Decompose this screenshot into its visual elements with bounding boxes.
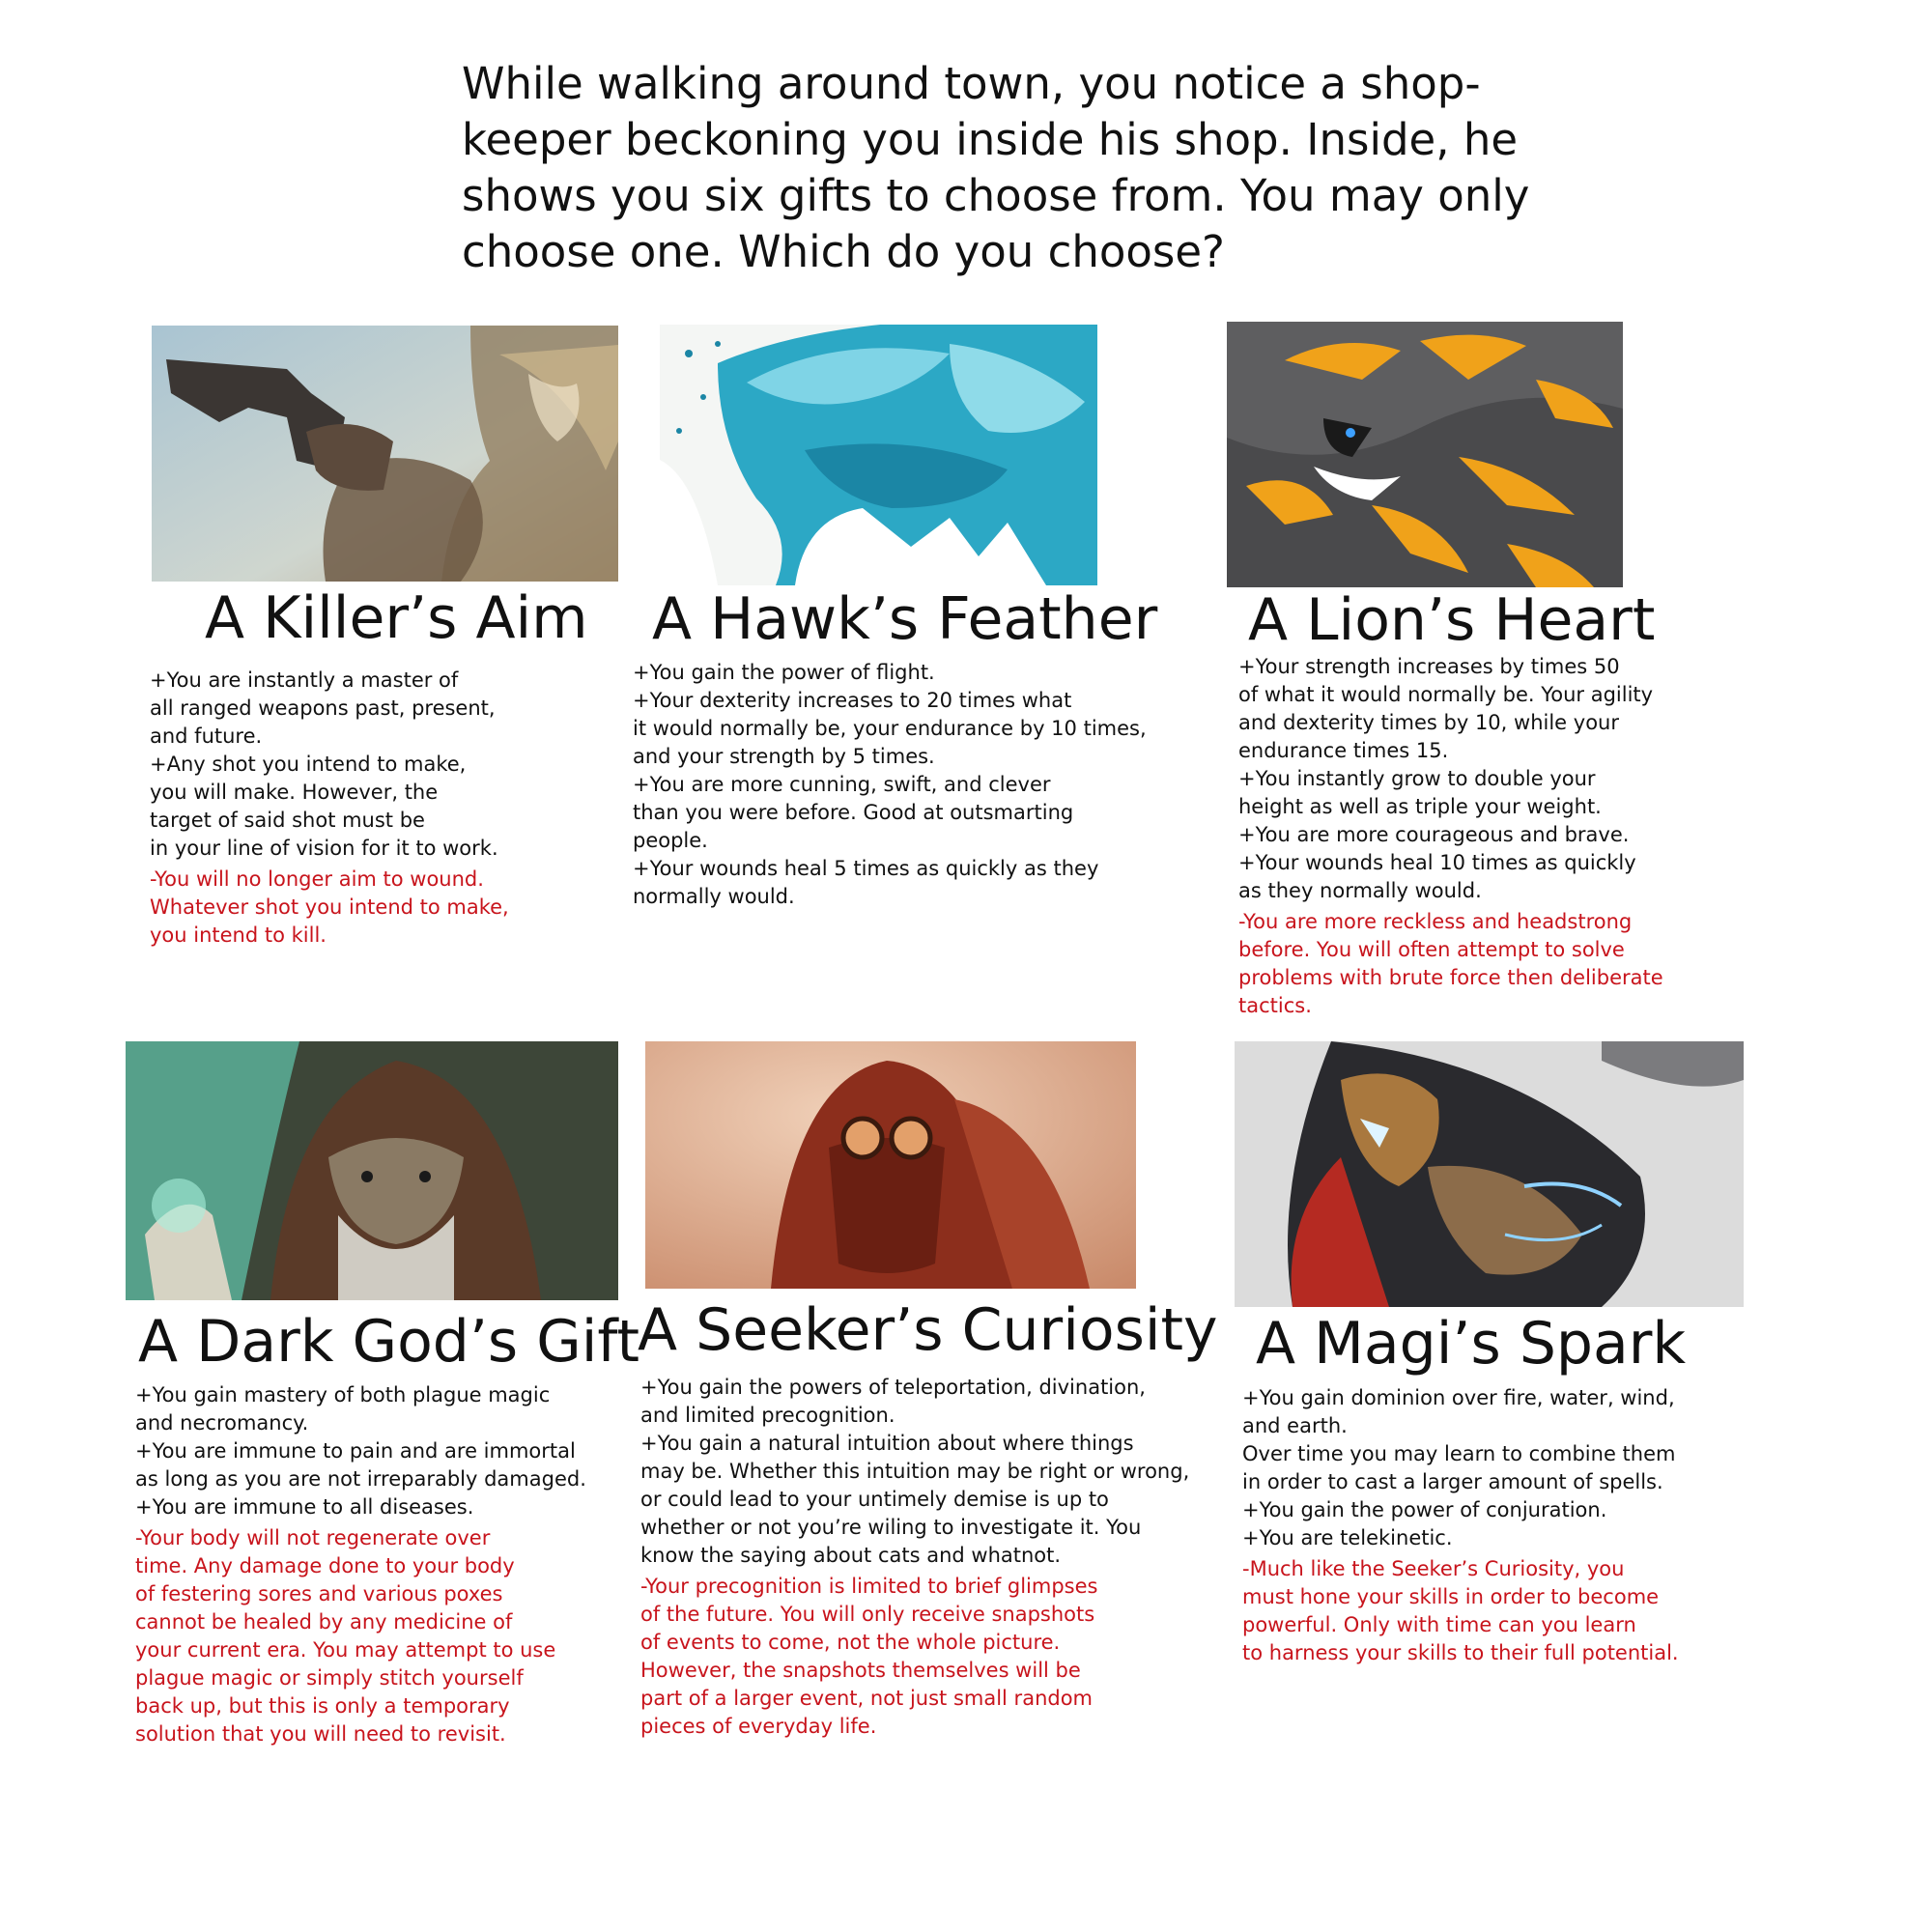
gift-drawbacks: -You will no longer aim to wound. Whatever shot you intend to make, you intend to kill. bbox=[150, 867, 509, 947]
gift-title: A Killer’s Aim bbox=[205, 584, 588, 652]
gift-drawbacks: -Much like the Seeker’s Curiosity, you must hone your skills in order to become powerful. Only with time can you learn to harness your skills to their full potential. bbox=[1242, 1557, 1679, 1664]
gift-benefits: +You are instantly a master of all ranged weapons past, present, and future. +Any shot you intend to make, you will make. However, the target of said shot must be in your line of vision for it to work. bbox=[150, 668, 498, 860]
gift-title: A Magi’s Spark bbox=[1256, 1310, 1687, 1378]
blue-hawk-image bbox=[660, 325, 1097, 585]
gift-benefits: +Your strength increases by times 50 of what it would normally be. Your agility and dexterity times by 10, while your endurance times 15. +You instantly grow to double your height as well as triple your weight. +You are more courageous and brave. +Your wounds heal 10 times as quickly as they normally would. bbox=[1238, 655, 1654, 902]
gift-title: A Seeker’s Curiosity bbox=[638, 1296, 1218, 1364]
gunslinger-image bbox=[152, 326, 618, 582]
gift-benefits: +You gain dominion over fire, water, wind, and earth. Over time you may learn to combine them in order to cast a larger amount of spells. +You gain the power of conjuration. +You are telekinetic. bbox=[1242, 1386, 1676, 1549]
gift-drawbacks: -Your body will not regenerate over time. Any damage done to your body of festering sores and various poxes cannot be healed by any medicine of your current era. You may attempt to use plague magic or simply stitch yourself back up, but this is only a temporary solution that you will need to revisit. bbox=[135, 1526, 556, 1746]
gift-drawbacks: -You are more reckless and headstrong before. You will often attempt to solve problems with brute force then deliberate tactics. bbox=[1238, 910, 1663, 1017]
gift-benefits: +You gain the powers of teleportation, divination, and limited precognition. +You gain a natural intuition about where things may be. Whether this intuition may be right or wrong, or could lead to your untimely demise is up to whether or not you’re wiling to investigate it. You know the saying about cats and whatnot. bbox=[640, 1376, 1190, 1567]
gift-benefits: +You gain the power of flight. +Your dexterity increases to 20 times what it would normally be, your endurance by 10 times, and your strength by 5 times. +You are more cunning, swift, and clever than you were before. Good at outsmarting people. +Your wounds heal 5 times as quickly as they normally would. bbox=[633, 661, 1147, 908]
armored-mage-image bbox=[1235, 1041, 1744, 1307]
lion-abstract-image bbox=[1227, 322, 1623, 587]
gift-title: A Lion’s Heart bbox=[1248, 586, 1656, 654]
gift-title: A Dark God’s Gift bbox=[138, 1308, 640, 1376]
gift-title: A Hawk’s Feather bbox=[652, 585, 1158, 653]
gift-benefits: +You gain mastery of both plague magic and necromancy. +You are immune to pain and are immortal as long as you are not irreparably damaged. +You are immune to all diseases. bbox=[135, 1383, 586, 1519]
intro-question: While walking around town, you notice a shop- keeper beckoning you inside his shop. Inside, he shows you six gifts to choose from. You may only choose one. Which do you choose? bbox=[462, 58, 1530, 277]
masked-wanderer-image bbox=[645, 1041, 1136, 1289]
gift-drawbacks: -Your precognition is limited to brief glimpses of the future. You will only receive snapshots of events to come, not the whole picture. However, the snapshots themselves will be part of a larger event, not just small random pieces of everyday life. bbox=[640, 1575, 1098, 1738]
hooded-sorcerer-image bbox=[126, 1041, 618, 1300]
